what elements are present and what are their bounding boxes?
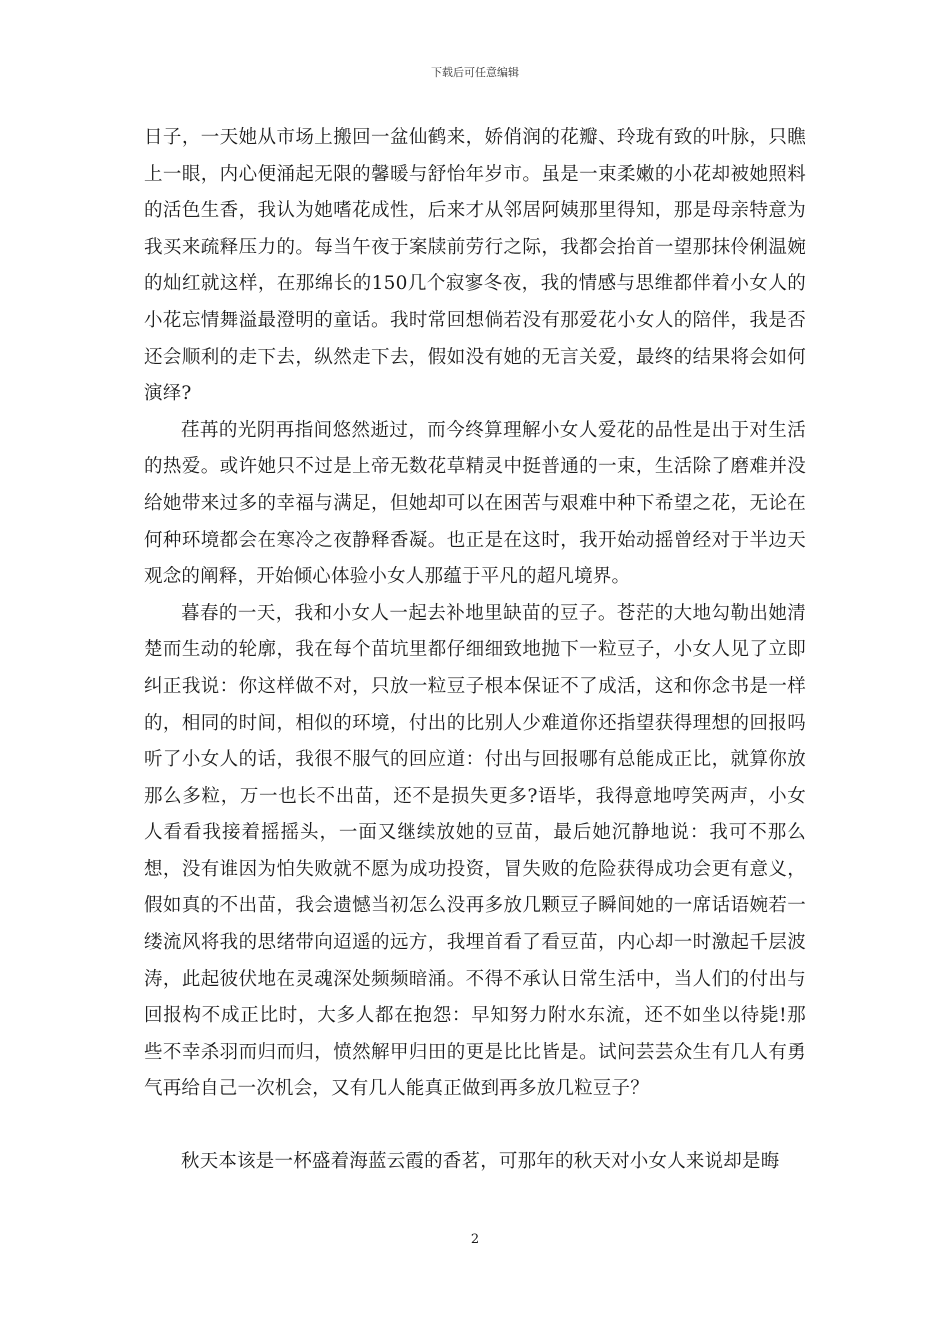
paragraph-2: 荏苒的光阴再指间悠然逝过，而今终算理解小女人爱花的品性是出于对生活的热爱。或许她只不过是上帝无数花草精灵中挺普通的一束，生活除了磨难并没给她带来过多的幸福与满足，但她却可以在困苦与艰难中种下希望之花，无论在何种环境都会在寒冷之夜静释香凝。也正是在这时，我开始动摇曾经对于半边天观念的阐释，开始倾心体验小女人那蕴于平凡的超凡境界。	[144, 419, 806, 588]
paragraph-4: 秋天本该是一杯盛着海蓝云霞的香茗，可那年的秋天对小女人来说却是晦	[181, 1151, 780, 1173]
paragraph-1: 日子，一天她从市场上搬回一盆仙鹤来，娇俏润的花瓣、玲珑有致的叶脉，只瞧上一眼，内心便涌起无限的馨暖与舒怡年岁市。虽是一束柔嫩的小花却被她照料的活色生香，我认为她嗜花成性，后来才从邻居阿姨那里得知，那是母亲特意为我买来疏释压力的。每当午夜于案牍前劳行之际，我都会抬首一望那抹伶俐温婉的灿红就这样，在那绵长的150几个寂寥冬夜，我的情感与思维都伴着小女人的小花忘情舞溢最澄明的童话。我时常回想倘若没有那爱花小女人的陪伴，我是否还会顺利的走下去，纵然走下去，假如没有她的无言关爱，最终的结果将会如何演绎?	[144, 127, 806, 405]
page-number: 2	[470, 1232, 480, 1247]
paragraph-3: 暮春的一天，我和小女人一起去补地里缺苗的豆子。苍茫的大地勾勒出她清楚而生动的轮廓，我在每个苗坑里都仔细细致地抛下一粒豆子，小女人见了立即纠正我说：你这样做不对，只放一粒豆子根本保证不了成活，这和你念书是一样的，相同的时间，相似的环境，付出的比别人少难道你还指望获得理想的回报吗听了小女人的话，我很不服气的回应道：付出与回报哪有总能成正比，就算你放那么多粒，万一也长不出苗，还不是损失更多?语毕，我得意地哼笑两声，小女人看看我接着摇摇头，一面又继续放她的豆苗，最后她沉静地说：我可不那么想，没有谁因为怕失败就不愿为成功投资，冒失败的危险获得成功会更有意义，假如真的不出苗，我会遗憾当初怎么没再多放几颗豆子瞬间她的一席话语婉若一缕流风将我的思绪带向迢遥的远方，我埋首看了看豆苗，内心却一时激起千层波涛，此起彼伏地在灵魂深处频频暗涌。不得不承认日常生活中，当人们的付出与回报构不成正比时，大多人都在抱怨：早知努力附水东流，还不如坐以待毙!那些不幸杀羽而归而归，愤然解甲归田的更是比比皆是。试问芸芸众生有几人有勇气再给自己一次机会，又有几人能真正做到再多放几粒豆子？	[144, 602, 806, 1100]
document-body	[144, 120, 806, 1181]
page-header: 下载后可任意编辑	[431, 66, 519, 79]
